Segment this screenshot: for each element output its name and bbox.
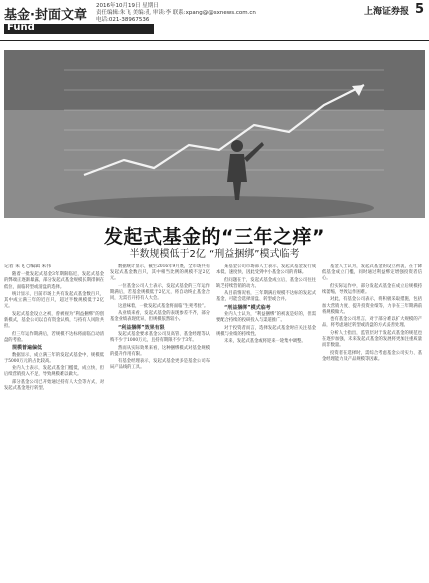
paragraph: 一位基金公司人士表示，发起式基金的三年运作期满后，若基金规模低于2亿元，将自动终止基金合同，无需召开持有人大会。 [110,283,210,302]
paragraph: 分析人士指出，监管层对于发起式基金的规范也在逐步加强，未来发起式基金的发展将更加注重质量而非数量。 [322,330,422,349]
paragraph: 但问题在于，发起式基金成立后，基金公司往往缺乏持续营销的动力。 [216,277,316,289]
paragraph: 但实际运作中，部分发起式基金在成立后规模持续萎缩，导致运作困难。 [322,283,422,295]
paragraph: 业内人士认为，“利益捆绑”的初衷是好的，但需要配合持续的投研投入与渠道推广。 [216,312,316,324]
paragraph: 也有基金公司坦言，对于部分难以扩大规模的产品，将考虑通过转型或清盘的方式妥善处理。 [322,317,422,329]
article-author: 记者 朱飞 ○编辑 朱伟 [4,264,52,269]
issue-info-line2: 责任编辑:朱飞 美编:孔 审读:李 联系:xpang@@sxnews.com.cn [96,10,256,16]
paragraph: 发起式基金要求基金公司及高管、基金经理等认购不少于1000万元，且持有期限不少于3年。 [110,331,210,344]
issue-info-line1: 2016年10月19日 星期日 [96,3,159,9]
issue-info [96,3,256,24]
paragraph: 基金人士认为，发起式基金的设立初衷，在于降低基金成立门槛，同时通过利益绑定增强投资者信心。 [322,264,422,282]
paragraph: 未来，发起式基金或将迎来一轮集中调整。 [224,339,306,345]
paragraph: 发起式基金设立之初，曾被视为“利益捆绑”的创新模式，基金公司以自有资金认购，与持有人风险共担。 [4,311,104,330]
paragraph: 有基金经理表示，发起式基金更多是基金公司布局产品线的工具。 [110,359,210,371]
paragraph: 统计显示，目前市场上共有发起式基金数百只，其中成立满三年的近百只，超过半数规模低于2亿元。 [4,292,104,310]
paragraph: 这意味着，一批发起式基金将面临“生死考验”。 [118,303,209,309]
cover-photo-illustration [4,50,425,218]
article-column-4 [322,264,422,580]
section-title: 基金·封面文章 [4,8,87,23]
paragraph: 从业绩来看，发起式基金的表现参差不齐，部分基金业绩表现优异，但规模依然较小。 [110,310,210,323]
paragraph: 从目前情况看，三年期满后规模不达标的发起式基金，可能会选择清盘、转型或合并。 [216,291,316,303]
article-column-3 [216,264,316,580]
issue-info-line3: 电话:021-38967536 [96,17,150,23]
paragraph: 部分基金公司已开始通过持有人大会等方式，对发起式基金进行转型。 [4,379,104,391]
section-heading: 规模普遍偏低 [12,345,43,352]
article-subheadline: 半数规模低于2亿 “刑益捆绑”模式临考 [129,249,300,260]
paragraph: 随着一批发起式基金3年期限临近，发起式基金的弊端正逐渐暴露，部分发起式基金规模长期徘徊在低位，面临转型或清盘的选择。 [4,272,104,290]
paragraph: 对于投资者而言，选择发起式基金时应关注基金规模与业绩的持续性。 [216,325,316,337]
masthead [0,0,429,46]
paragraph: 数据显示，成立满三年的发起式基金中，规模低于5000万元的占比较高。 [4,352,104,364]
cover-photo [4,50,425,218]
paragraph: 数据统计显示，截至2016年9月底，全市场共有发起式基金数百只，其中相当比例的规模不足2亿元。 [110,264,210,282]
paragraph: 业内人士表示，发起式基金门槛低，成立快，但后续营销投入不足，导致规模难以做大。 [4,366,104,378]
article-column-2 [110,264,210,580]
page-number: 5 [414,2,424,17]
paragraph: 然而从实际效果来看，这种捆绑模式对基金规模的提升作用有限。 [110,345,210,357]
section-heading: “刑益捆绑”模式临考 [224,304,271,311]
paragraph: 投资者在选择时，需综合考虑基金公司实力、基金经理能力及产品规模等因素。 [322,350,422,362]
paper-name: 上海证券报 [363,7,409,17]
paragraph: 某基金公司市场部人士表示，发起式基金发行成本低、速度快，因此受到中小基金公司的青睐。 [216,264,316,276]
section-heading: “利益捆绑”效果有限 [118,324,165,331]
paragraph: 对此，有基金公司表示，将积极采取措施，包括加大营销力度、提升投资业绩等，力争在三年期满前将规模做大。 [322,297,422,315]
paragraph: 但三年运作期满后，若规模不达标将面临自动清盘的考验。 [4,331,104,343]
masthead-rule [0,40,429,41]
section-tag-text: Fund [7,22,35,33]
article-column-1 [4,264,104,580]
article-headline: 发起式基金的“三年之痒” [104,226,325,248]
